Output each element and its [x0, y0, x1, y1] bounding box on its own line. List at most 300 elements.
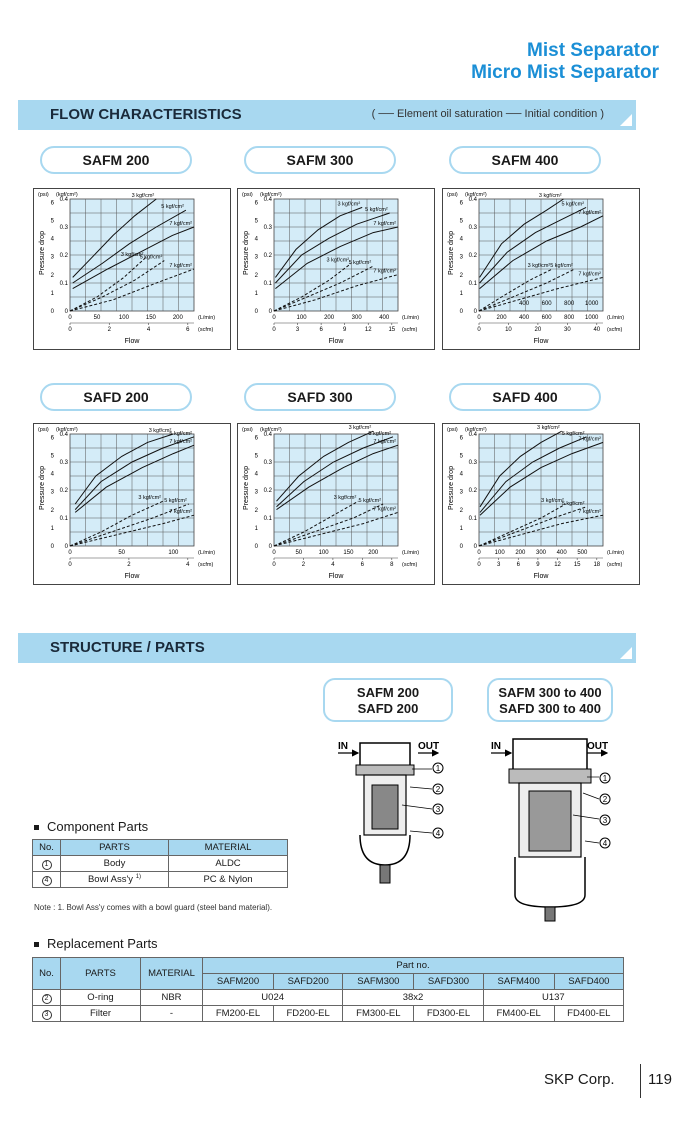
y-tick-label: 0.2: [468, 488, 477, 494]
y-unit-kgf: (kgf/cm²): [260, 192, 282, 198]
x2-tick-label: 2: [107, 327, 111, 333]
series-label: 7 kgf/cm²: [578, 209, 601, 216]
psi-tick-label: 2: [50, 507, 54, 514]
flow-chart: [34, 424, 230, 584]
psi-tick-label: 6: [459, 200, 463, 207]
y-unit-psi: (psi): [38, 192, 49, 198]
x2-tick-label: 4: [186, 562, 190, 568]
series-label: 7 kgf/cm²: [578, 509, 601, 516]
psi-tick-label: 5: [50, 218, 54, 225]
x2-tick-label: 6: [516, 562, 520, 568]
x-tick-label: 300: [351, 315, 362, 321]
x2-tick-label: 12: [364, 327, 372, 333]
x2-tick-label: 3: [496, 562, 501, 568]
model-header: SAFM200: [203, 974, 274, 990]
y-unit-kgf: (kgf/cm²): [56, 192, 78, 198]
x-tick-label: 0: [272, 315, 276, 321]
x2-tick-label: 2: [301, 562, 306, 568]
x2-tick-label: 20: [534, 327, 542, 333]
x-axis-label: Flow: [124, 573, 140, 580]
x-tick-label: 400: [379, 315, 390, 321]
structure-label-line2: SAFD 200: [357, 701, 419, 716]
psi-tick-label: 2: [459, 507, 463, 514]
callout-2: 2: [435, 785, 441, 794]
psi-tick-label: 2: [459, 272, 463, 279]
col-header: MATERIAL: [141, 958, 203, 990]
page-number: 119: [648, 1071, 672, 1088]
series-label: 5 kgf/cm²: [169, 430, 192, 437]
x-tick-label: 50: [118, 550, 126, 556]
x-tick-label: 400: [556, 550, 567, 556]
structure-parts-bar: [18, 633, 636, 663]
y-unit-psi: (psi): [447, 192, 458, 198]
series-label: 7 kgf/cm²: [373, 221, 396, 227]
x-tick-label: 200: [368, 550, 379, 556]
chart-title-pill: SAFD 400: [449, 383, 601, 411]
x-unit-scfm: (scfm): [402, 327, 418, 333]
psi-tick-label: 1: [254, 525, 258, 532]
y-unit-kgf: (kgf/cm²): [465, 427, 487, 433]
large-separator-diagram: [487, 735, 622, 925]
small-separator-diagram: [330, 735, 460, 895]
row-number: 2: [33, 990, 61, 1006]
x-axis-label: Flow: [533, 573, 549, 580]
inline-flow-label: 1000: [585, 301, 599, 307]
part-name: O-ring: [61, 990, 141, 1006]
part-number: 38x2: [343, 990, 483, 1006]
series-label: 5 kgf/cm²: [348, 260, 372, 267]
psi-tick-label: 4: [254, 471, 258, 478]
series-label: 5 kgf/cm²: [358, 498, 382, 504]
x-tick-label: 400: [519, 315, 530, 321]
part-number: FD200-EL: [273, 1006, 342, 1022]
x-unit-scfm: (scfm): [402, 562, 418, 568]
row-number: 4: [33, 872, 61, 888]
x-tick-label: 0: [477, 550, 481, 556]
model-header: SAFD200: [273, 974, 342, 990]
bullet-icon: [34, 825, 39, 830]
psi-tick-label: 6: [50, 435, 54, 442]
chart-frame: [442, 423, 640, 585]
y-tick-label: 0.4: [468, 197, 477, 203]
col-header: No.: [33, 958, 61, 990]
series-label: 7 kgf/cm²: [373, 439, 396, 446]
material: PC & Nylon: [169, 872, 288, 888]
page-title-block: [471, 40, 659, 84]
series-label: 7 kgf/cm²: [373, 506, 396, 513]
model-header: SAFM400: [483, 974, 554, 990]
row-number: 1: [33, 856, 61, 872]
psi-tick-label: 0: [50, 309, 54, 315]
inline-flow-label: 800: [564, 301, 575, 307]
flow-chart: [443, 424, 639, 584]
in-label: IN: [338, 741, 348, 752]
series-label: 3 kgf/cm²: [337, 201, 361, 208]
y-tick-label: 0.4: [468, 432, 477, 438]
series-label: 3 kgf/cm²: [538, 193, 562, 199]
y-tick-label: 0: [268, 544, 272, 550]
series-label: 7 kgf/cm²: [169, 509, 192, 516]
structure-label-large: [487, 678, 613, 722]
x-axis-label: Flow: [533, 338, 549, 345]
series-label: 3 kgf/cm²: [326, 257, 350, 264]
out-label: OUT: [418, 741, 440, 752]
table-row: [33, 872, 288, 888]
in-label: IN: [491, 741, 501, 752]
part-number: FM200-EL: [203, 1006, 274, 1022]
flow-chart: [238, 424, 434, 584]
part-name: Bowl Ass'y $^{1)}$: [61, 872, 169, 888]
x2-tick-label: 0: [68, 562, 72, 568]
x-unit-lmin: (L/min): [402, 315, 420, 321]
series-label: 3 kgf/cm²: [131, 193, 155, 199]
footer-divider: [640, 1064, 641, 1098]
x-unit-scfm: (scfm): [198, 562, 214, 568]
structure-label-line1: SAFM 300 to 400: [498, 685, 602, 700]
part-number: U024: [203, 990, 343, 1006]
x-unit-lmin: (L/min): [198, 550, 216, 556]
psi-tick-label: 3: [50, 254, 54, 261]
series-label: 5 kgf/cm²: [161, 204, 184, 211]
psi-tick-label: 4: [459, 471, 463, 478]
x2-tick-label: 15: [573, 562, 581, 568]
y-tick-label: 0.1: [59, 516, 68, 522]
part-number: FM300-EL: [343, 1006, 414, 1022]
psi-tick-label: 3: [50, 489, 54, 496]
x2-tick-label: 6: [186, 327, 190, 333]
col-header: MATERIAL: [169, 840, 288, 856]
psi-tick-label: 5: [254, 218, 258, 225]
x-tick-label: 150: [343, 550, 354, 556]
footer-company: SKP Corp.: [544, 1071, 615, 1088]
x2-tick-label: 40: [593, 327, 601, 333]
x-tick-label: 100: [296, 315, 307, 321]
chart-title-pill: SAFD 300: [244, 383, 396, 411]
x2-tick-label: 3: [295, 327, 300, 333]
series-label: 3 kgf/cm²: [348, 425, 372, 432]
series-label: 3 kgf/cm²: [138, 495, 161, 502]
psi-tick-label: 0: [459, 309, 463, 315]
structure-label-line2: SAFD 300 to 400: [499, 701, 601, 716]
x2-tick-label: 9: [536, 562, 540, 568]
material: NBR: [141, 990, 203, 1006]
structure-parts-title: STRUCTURE / PARTS: [50, 639, 205, 656]
psi-tick-label: 5: [459, 218, 463, 225]
row-number: 3: [33, 1006, 61, 1022]
psi-tick-label: 1: [459, 525, 463, 532]
series-label: 7 kgf/cm²: [373, 268, 396, 275]
y-tick-label: 0.1: [59, 281, 68, 287]
material: ALDC: [169, 856, 288, 872]
callout-4: 4: [435, 829, 441, 838]
x2-tick-label: 18: [593, 562, 601, 568]
psi-tick-label: 0: [254, 544, 258, 550]
x2-tick-label: 8: [390, 562, 394, 568]
y-tick-label: 0.3: [59, 460, 68, 466]
x-tick-label: 200: [324, 315, 335, 321]
component-parts-heading-text: Component Parts: [47, 819, 149, 834]
x2-tick-label: 6: [360, 562, 365, 568]
bullet-icon: [34, 942, 39, 947]
corner-marker: [620, 114, 632, 126]
component-parts-table: [32, 839, 288, 888]
page-title-line2: Micro Mist Separator: [471, 62, 659, 83]
replacement-parts-heading-text: Replacement Parts: [47, 936, 158, 951]
y-axis-label: Pressure drop: [39, 231, 46, 275]
x-axis-label: Flow: [328, 573, 344, 580]
table-row: [33, 990, 624, 1006]
x2-tick-label: 2: [127, 562, 131, 568]
callout-3: 3: [602, 816, 608, 825]
y-tick-label: 0.2: [59, 488, 68, 494]
y-tick-label: 0.1: [468, 516, 477, 522]
replacement-parts-heading: [34, 936, 158, 951]
psi-tick-label: 3: [459, 254, 463, 261]
x-tick-label: 50: [295, 550, 303, 556]
x-tick-label: 300: [535, 550, 547, 556]
chart-frame: [33, 423, 231, 585]
series-label: 3 kgf/cm²: [541, 498, 564, 504]
callout-1: 1: [435, 764, 441, 773]
x2-tick-label: 9: [343, 327, 347, 333]
y-tick-label: 0: [64, 309, 68, 315]
x-axis-label: Flow: [328, 338, 344, 345]
x-tick-label: 1000: [585, 315, 599, 321]
x2-tick-label: 0: [272, 562, 276, 568]
chart-title-pill: SAFM 300: [244, 146, 396, 174]
x-unit-lmin: (L/min): [607, 315, 625, 321]
y-tick-label: 0.3: [468, 225, 477, 231]
x-tick-label: 100: [318, 550, 329, 556]
y-tick-label: 0.2: [59, 253, 68, 259]
series-label: 5 kgf/cm²: [561, 201, 585, 208]
x-tick-label: 200: [496, 315, 507, 321]
series-label: 7 kgf/cm²: [578, 436, 601, 443]
page-title-line1: Mist Separator: [527, 40, 659, 61]
part-name: Body: [61, 856, 169, 872]
flow-chart: [443, 189, 639, 349]
chart-frame: [33, 188, 231, 350]
structure-label-line1: SAFM 200: [356, 685, 420, 700]
psi-tick-label: 5: [459, 453, 463, 460]
psi-tick-label: 4: [50, 236, 54, 243]
x2-tick-label: 4: [146, 327, 151, 333]
series-label: 5 kgf/cm²: [561, 500, 585, 507]
x-tick-label: 0: [68, 315, 72, 321]
col-header: PARTS: [61, 840, 169, 856]
x2-tick-label: 15: [388, 327, 396, 333]
psi-tick-label: 1: [254, 290, 258, 297]
psi-tick-label: 2: [254, 507, 258, 514]
x-unit-scfm: (scfm): [198, 327, 214, 333]
series-label: 3 kgf/cm²: [527, 263, 551, 269]
psi-tick-label: 2: [254, 272, 258, 279]
y-tick-label: 0.4: [263, 432, 272, 438]
x-tick-label: 0: [477, 315, 481, 321]
model-header: SAFD300: [414, 974, 483, 990]
y-tick-label: 0.4: [59, 197, 68, 203]
psi-tick-label: 3: [254, 254, 258, 261]
psi-tick-label: 0: [254, 309, 258, 315]
x-tick-label: 600: [541, 315, 552, 321]
psi-tick-label: 0: [50, 544, 54, 550]
psi-tick-label: 1: [459, 290, 463, 297]
x-tick-label: 100: [168, 550, 179, 556]
y-unit-kgf: (kgf/cm²): [56, 427, 78, 433]
inline-flow-label: 600: [541, 301, 552, 307]
table-row: [33, 856, 288, 872]
psi-tick-label: 4: [50, 471, 54, 478]
series-label: 3 kgf/cm²: [120, 251, 144, 258]
part-number: FM400-EL: [483, 1006, 554, 1022]
y-tick-label: 0.4: [59, 432, 68, 438]
part-number: FD400-EL: [554, 1006, 623, 1022]
chart-frame: [237, 423, 435, 585]
part-number: U137: [483, 990, 623, 1006]
y-tick-label: 0.2: [468, 253, 477, 259]
x-tick-label: 500: [577, 550, 588, 556]
col-header: No.: [33, 840, 61, 856]
y-tick-label: 0.2: [263, 488, 272, 494]
x2-tick-label: 6: [319, 327, 323, 333]
series-label: 7 kgf/cm²: [169, 221, 192, 227]
out-label: OUT: [587, 741, 609, 752]
psi-tick-label: 6: [254, 435, 258, 442]
series-label: 3 kgf/cm²: [537, 425, 560, 432]
psi-tick-label: 1: [50, 525, 54, 532]
y-tick-label: 0.1: [468, 281, 477, 287]
psi-tick-label: 4: [459, 236, 463, 243]
psi-tick-label: 6: [254, 200, 258, 207]
chart-title-pill: SAFM 200: [40, 146, 192, 174]
callout-1: 1: [602, 774, 608, 783]
model-header: SAFM300: [343, 974, 414, 990]
psi-tick-label: 4: [254, 236, 258, 243]
y-tick-label: 0.2: [263, 253, 272, 259]
psi-tick-label: 1: [50, 290, 54, 297]
x-tick-label: 100: [494, 550, 505, 556]
series-label: 3 kgf/cm²: [148, 428, 172, 434]
flow-chart: [34, 189, 230, 349]
y-tick-label: 0.1: [263, 516, 272, 522]
x-unit-lmin: (L/min): [198, 315, 216, 321]
y-axis-label: Pressure drop: [243, 231, 250, 275]
chart-frame: [442, 188, 640, 350]
psi-tick-label: 3: [459, 489, 463, 496]
y-tick-label: 0.3: [59, 225, 68, 231]
y-unit-kgf: (kgf/cm²): [465, 192, 487, 198]
x2-tick-label: 4: [331, 562, 335, 568]
x2-tick-label: 0: [272, 327, 276, 333]
x-axis-label: Flow: [124, 338, 140, 345]
inline-flow-label: 400: [519, 301, 530, 307]
y-axis-label: Pressure drop: [448, 466, 455, 510]
x-unit-scfm: (scfm): [607, 562, 623, 568]
callout-3: 3: [435, 805, 441, 814]
chart-title-pill: SAFD 200: [40, 383, 192, 411]
flow-characteristics-bar: [18, 100, 636, 130]
psi-tick-label: 6: [50, 200, 54, 207]
psi-tick-label: 5: [254, 453, 258, 460]
y-unit-psi: (psi): [242, 192, 253, 198]
replacement-parts-table: [32, 957, 624, 1022]
y-tick-label: 0.1: [263, 281, 272, 287]
flow-legend: ( ── Element oil saturation ── Initial condition ): [371, 108, 604, 120]
y-unit-kgf: (kgf/cm²): [260, 427, 282, 433]
series-label: 5 kgf/cm²: [550, 263, 573, 269]
x2-tick-label: 0: [477, 562, 481, 568]
model-header: SAFD400: [554, 974, 623, 990]
x-unit-lmin: (L/min): [607, 550, 625, 556]
y-unit-psi: (psi): [242, 427, 253, 433]
series-label: 5 kgf/cm²: [164, 498, 187, 504]
callout-2: 2: [602, 795, 608, 804]
part-number: FD300-EL: [414, 1006, 483, 1022]
series-label: 5 kgf/cm²: [368, 430, 392, 437]
component-parts-heading: [34, 819, 148, 834]
x-tick-label: 800: [564, 315, 575, 321]
x2-tick-label: 0: [477, 327, 481, 333]
table-row: [33, 1006, 624, 1022]
x-unit-lmin: (L/min): [402, 550, 420, 556]
x2-tick-label: 30: [564, 327, 571, 333]
y-unit-psi: (psi): [38, 427, 49, 433]
y-axis-label: Pressure drop: [39, 466, 46, 510]
psi-tick-label: 5: [50, 453, 54, 460]
y-axis-label: Pressure drop: [243, 466, 250, 510]
flow-chart: [238, 189, 434, 349]
series-label: 7 kgf/cm²: [169, 439, 192, 446]
y-tick-label: 0.4: [263, 197, 272, 203]
series-label: 5 kgf/cm²: [139, 254, 163, 261]
x-tick-label: 100: [118, 315, 129, 321]
structure-label-small: [323, 678, 453, 722]
y-axis-label: Pressure drop: [448, 231, 455, 275]
x2-tick-label: 10: [505, 327, 512, 333]
x-tick-label: 150: [145, 315, 156, 321]
x-tick-label: 50: [93, 315, 101, 321]
series-label: 5 kgf/cm²: [561, 430, 585, 437]
x-tick-label: 0: [272, 550, 276, 556]
psi-tick-label: 0: [459, 544, 463, 550]
series-label: 5 kgf/cm²: [365, 207, 388, 213]
psi-tick-label: 3: [254, 489, 258, 496]
corner-marker: [620, 647, 632, 659]
psi-tick-label: 2: [50, 272, 54, 279]
callout-4: 4: [602, 839, 608, 848]
part-name: Filter: [61, 1006, 141, 1022]
col-header: PARTS: [61, 958, 141, 990]
material: -: [141, 1006, 203, 1022]
y-tick-label: 0: [473, 309, 477, 315]
y-unit-psi: (psi): [447, 427, 458, 433]
series-label: 3 kgf/cm²: [333, 495, 357, 502]
col-header: Part no.: [203, 958, 624, 974]
note-text: Note : 1. Bowl Ass'y comes with a bowl guard (steel band material).: [34, 903, 273, 912]
x-tick-label: 200: [172, 315, 183, 321]
y-tick-label: 0: [268, 309, 272, 315]
x-tick-label: 200: [515, 550, 526, 556]
y-tick-label: 0.3: [263, 460, 272, 466]
series-label: 7 kgf/cm²: [578, 271, 601, 278]
x-tick-label: 0: [68, 550, 72, 556]
chart-frame: [237, 188, 435, 350]
x2-tick-label: 0: [68, 327, 72, 333]
y-tick-label: 0.3: [468, 460, 477, 466]
chart-title-pill: SAFM 400: [449, 146, 601, 174]
flow-characteristics-title: FLOW CHARACTERISTICS: [50, 106, 242, 123]
psi-tick-label: 6: [459, 435, 463, 442]
